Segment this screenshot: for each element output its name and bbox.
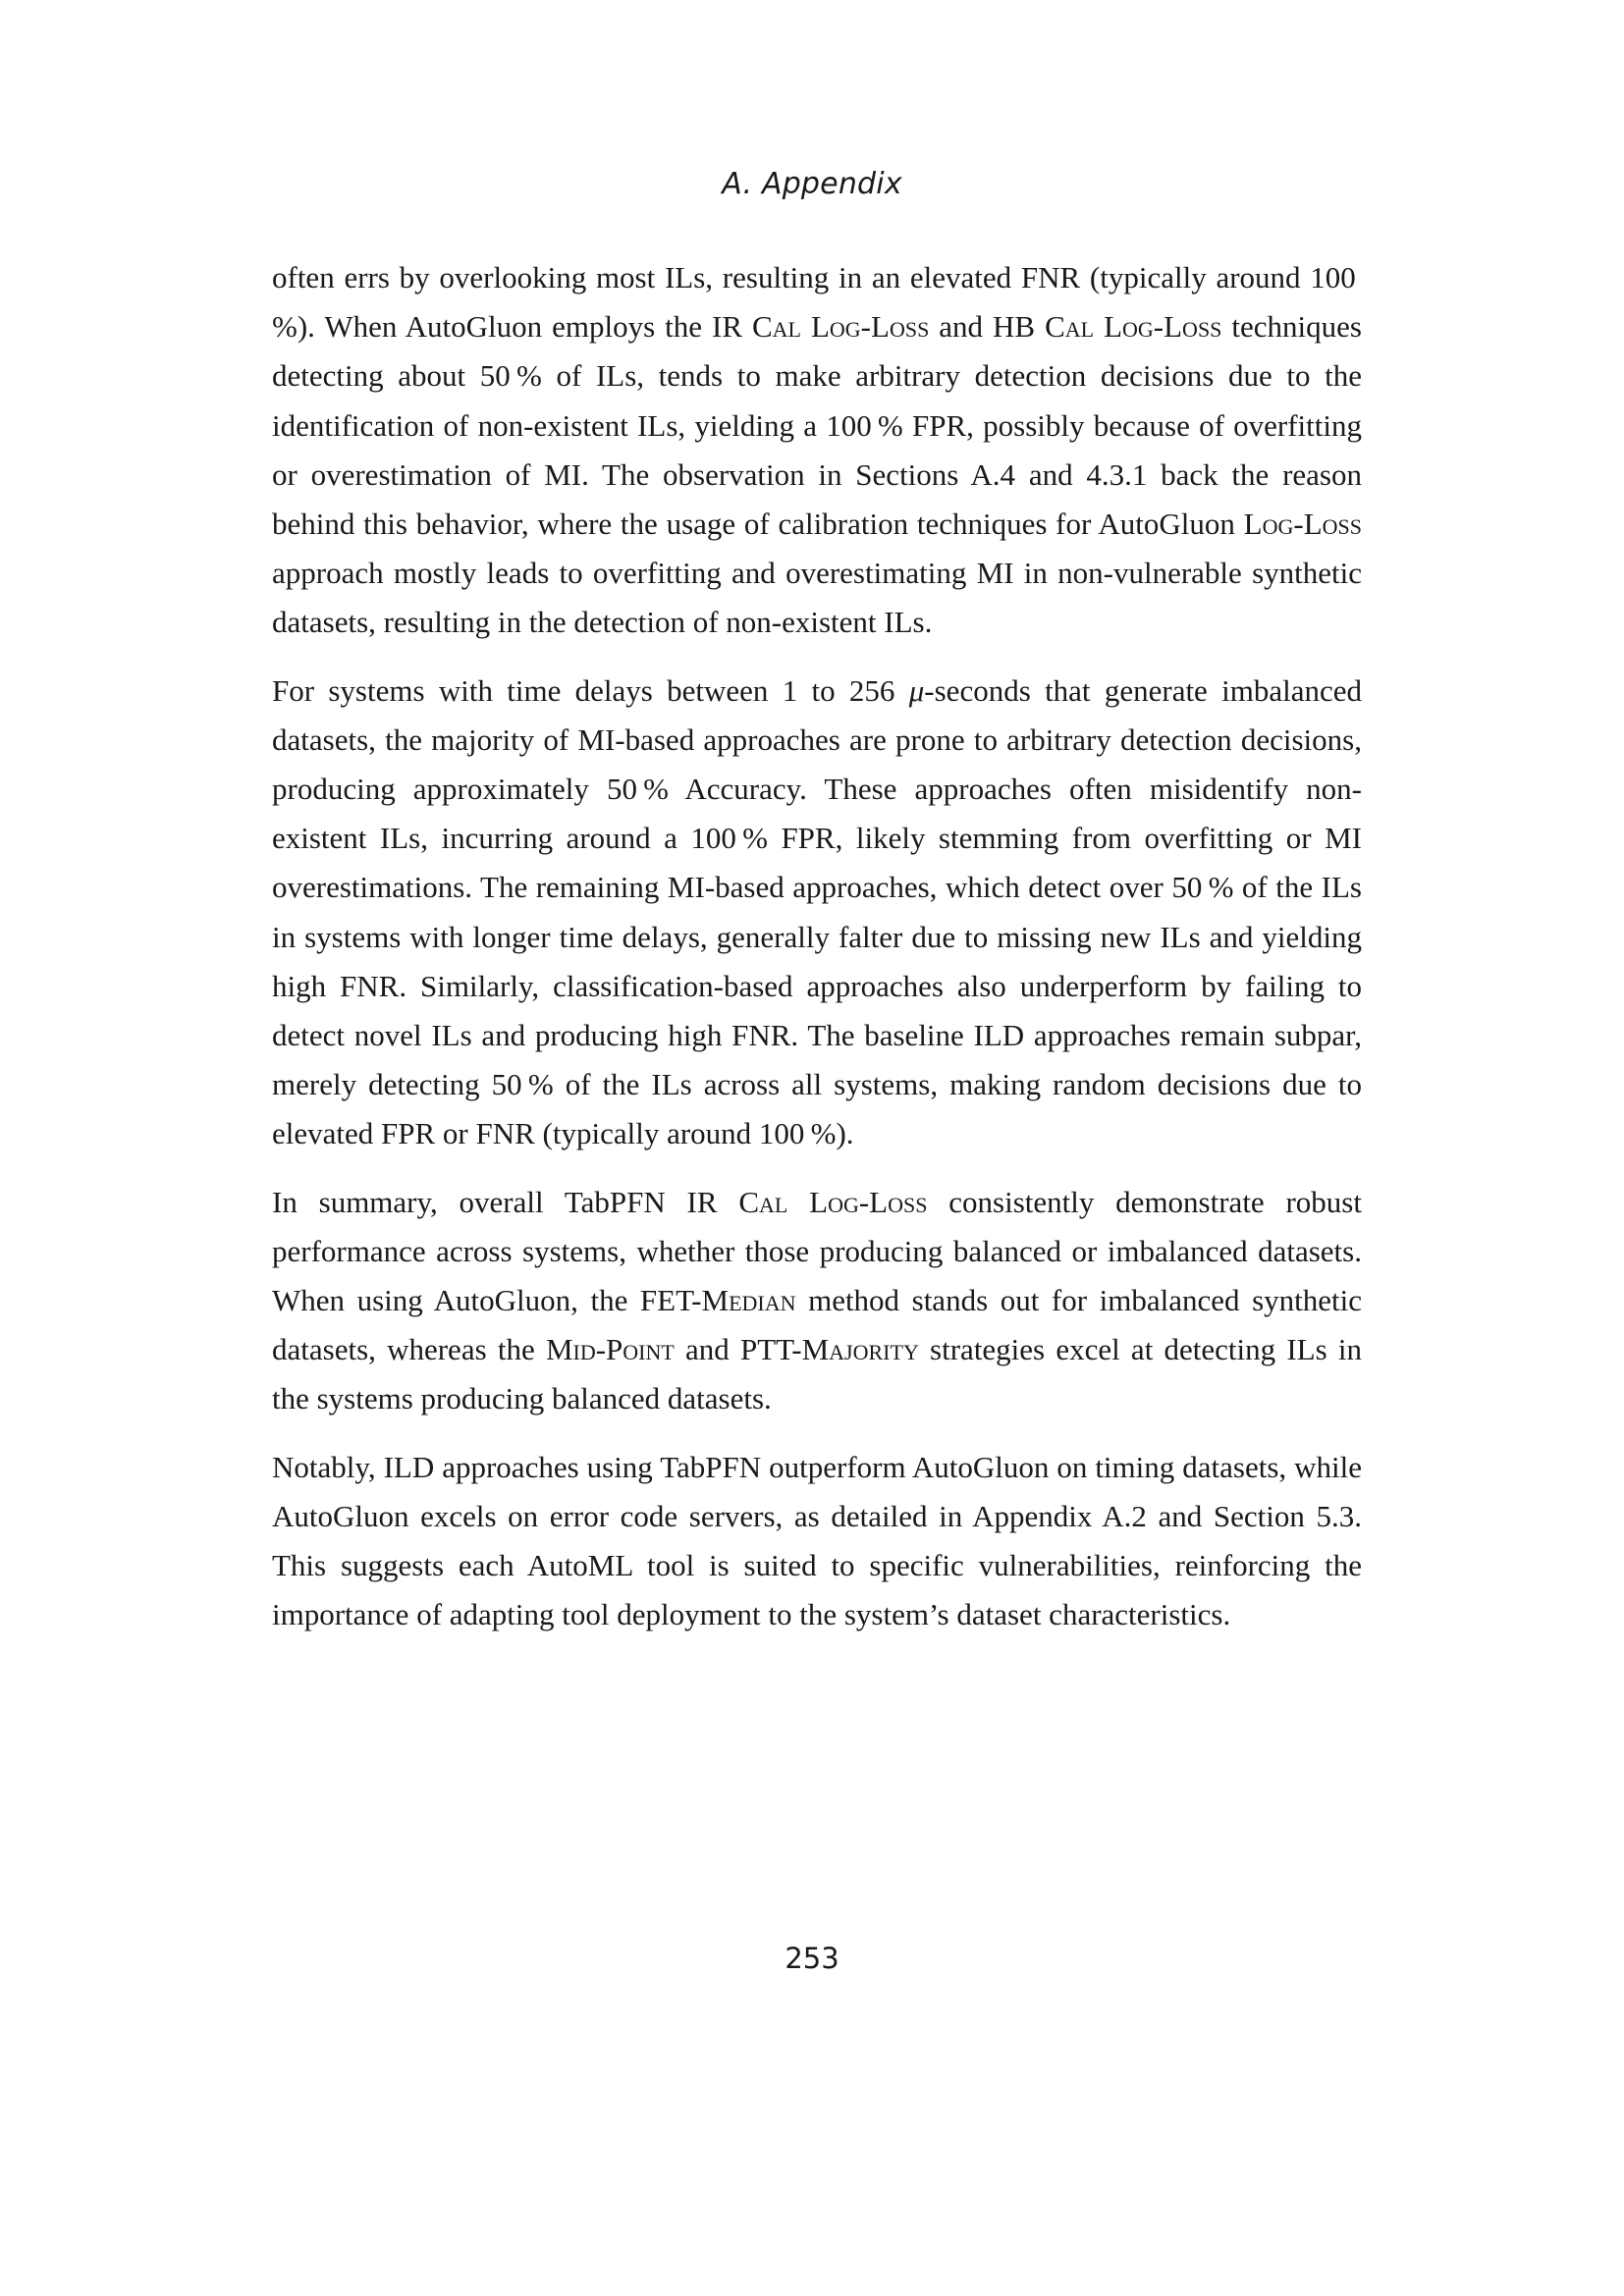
text-segment: Majority [801, 1332, 919, 1367]
text-segment: Cal Log-Loss [1045, 309, 1222, 345]
text-segment: In summary, overall TabPFN IR [272, 1184, 739, 1219]
paragraph-1 [272, 253, 1362, 648]
text-segment: techniques detecting about 50 % of ILs, tends to make arbitrary detection decisions due to the identification of non-existent ILs, yielding a 100 % FPR, possibly because of overfitting or overestimation of MI. The observation in Sections A.4 and 4.3.1 back the reason behind this behavior, where the usage of calibration techniques for AutoGluon [272, 309, 1362, 542]
text-segment: For systems with time delays between 1 to 256 [272, 672, 909, 708]
text-segment: consistently demonstrate robust performance across systems, whether those producing balanced or imbalanced datasets. When using AutoGluon, the FET- [272, 1184, 1362, 1318]
text-segment: and PTT- [674, 1332, 802, 1367]
text-segment: Notably, ILD approaches using TabPFN outperform AutoGluon on timing datasets, while AutoGluon excels on error code servers, as detailed in Appendix A.2 and Section 5.3. This suggests each AutoML tool is suited to specific vulnerabilities, reinforcing the importance of adapting tool deployment to the system’s dataset characteristics. [272, 1449, 1362, 1632]
page-number: 253 [785, 1942, 839, 1975]
text-segment: Cal Log-Loss [751, 309, 930, 345]
paragraph-2 [272, 667, 1362, 1159]
text-segment: often errs by overlooking most ILs, resulting in an elevated FNR (typically around 100 %). When AutoGluon employs the IR [272, 260, 1362, 345]
body-text [272, 253, 1362, 1658]
text-segment: Log-Loss [1243, 507, 1362, 542]
paragraph-4 [272, 1443, 1362, 1640]
text-segment: μ [908, 672, 925, 708]
text-segment: and HB [929, 309, 1046, 345]
text-segment: -seconds that generate imbalanced datasets, the majority of MI-based approaches are prone to arbitrary detection decisions, producing approximately 50 % Accuracy. These approaches often misidentify non-existent ILs, incurring around a 100 % FPR, likely stemming from overfitting or MI overestimations. The remaining MI-based approaches, which detect over 50 % of the ILs in systems with longer time delays, generally falter due to missing new ILs and yielding high FNR. Similarly, classification-based approaches also underperform by failing to detect novel ILs and producing high FNR. The baseline ILD approaches remain subpar, merely detecting 50 % of the ILs across all systems, making random decisions due to elevated FPR or FNR (typically around 100 %). [272, 672, 1362, 1151]
text-segment: method stands out for imbalanced synthetic datasets, whereas the [272, 1283, 1362, 1367]
text-segment: Median [701, 1283, 796, 1318]
text-segment: Cal Log-Loss [738, 1184, 928, 1219]
text-segment: Mid-Point [545, 1332, 675, 1367]
text-segment: strategies excel at detecting ILs in the systems producing balanced datasets. [272, 1332, 1362, 1416]
paragraph-3 [272, 1178, 1362, 1424]
running-header: A. Appendix [722, 167, 902, 201]
text-segment: approach mostly leads to overfitting and overestimating MI in non-vulnerable synthetic datasets, resulting in the detection of non-existent ILs. [272, 556, 1362, 640]
